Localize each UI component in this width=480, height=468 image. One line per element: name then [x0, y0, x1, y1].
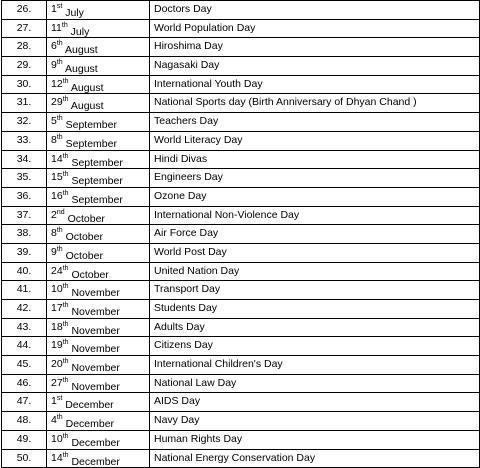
- date-month: November: [71, 362, 120, 375]
- date-day: 1: [51, 3, 57, 15]
- date-month: October: [65, 249, 103, 262]
- serial-number-cell: 39.: [2, 243, 47, 262]
- date-month: November: [71, 343, 120, 356]
- event-name-cell: Citizens Day: [150, 337, 480, 356]
- serial-number-cell: 31.: [2, 94, 47, 113]
- event-name-cell: Students Day: [150, 300, 480, 319]
- date-day: 1: [51, 395, 57, 408]
- date-month: September: [71, 193, 123, 206]
- date-month: August: [70, 81, 104, 94]
- event-name-cell: Hiroshima Day: [150, 38, 480, 57]
- date-cell: [47, 75, 150, 94]
- date-month: November: [71, 287, 120, 300]
- event-name-cell: AIDS Day: [150, 393, 480, 412]
- event-name-cell: National Sports day (Birth Anniversary of Dhyan Chand ): [150, 94, 480, 113]
- date-month: December: [71, 436, 120, 449]
- event-name-cell: Engineers Day: [150, 169, 480, 188]
- table-body: [2, 1, 480, 468]
- table-row: [2, 75, 480, 94]
- date-ordinal-suffix: nd: [56, 208, 65, 216]
- date-day: 14: [51, 451, 63, 464]
- date-day: 8: [51, 227, 57, 240]
- date-cell: [47, 19, 150, 38]
- date-cell: [47, 169, 150, 188]
- date-cell: [47, 243, 150, 262]
- date-cell: [47, 262, 150, 281]
- table-row: [2, 262, 480, 281]
- serial-number-cell: 35.: [2, 169, 47, 188]
- serial-number-cell: 43.: [2, 318, 47, 337]
- date-cell: [47, 150, 150, 169]
- date-day: 17: [51, 302, 63, 314]
- date-ordinal-suffix: th: [62, 152, 69, 160]
- date-cell: [47, 225, 150, 244]
- event-name-cell: World Population Day: [150, 19, 480, 38]
- date-day: 6: [51, 40, 57, 53]
- date-cell: [47, 449, 150, 468]
- serial-number-cell: 27.: [2, 19, 47, 38]
- table-row: [2, 94, 480, 113]
- table-row: [2, 449, 480, 468]
- event-name-cell: National Energy Conservation Day: [150, 449, 480, 468]
- date-cell: [47, 187, 150, 206]
- date-day: 20: [51, 358, 63, 371]
- date-day: 5: [51, 115, 57, 128]
- date-ordinal-suffix: th: [61, 21, 68, 29]
- date-cell: [47, 57, 150, 76]
- date-ordinal-suffix: th: [56, 59, 63, 67]
- date-cell: [47, 300, 150, 319]
- date-cell: [47, 318, 150, 337]
- date-month: September: [65, 119, 117, 132]
- date-day: 11: [51, 21, 62, 34]
- date-ordinal-suffix: th: [62, 189, 69, 197]
- serial-number-cell: 36.: [2, 187, 47, 206]
- event-name-cell: International Youth Day: [150, 75, 480, 94]
- table-row: [2, 131, 480, 150]
- table-row: [2, 281, 480, 300]
- date-day: 2: [51, 208, 57, 221]
- serial-number-cell: 37.: [2, 206, 47, 225]
- event-name-cell: World Literacy Day: [150, 131, 480, 150]
- table-row: [2, 412, 480, 431]
- date-ordinal-suffix: th: [56, 245, 63, 253]
- table-row: [2, 150, 480, 169]
- event-name-cell: Navy Day: [150, 412, 480, 431]
- serial-number-cell: 42.: [2, 300, 47, 319]
- date-month: August: [65, 63, 98, 76]
- event-name-cell: Air Force Day: [150, 225, 480, 244]
- table-row: [2, 206, 480, 225]
- event-name-cell: Hindi Divas: [150, 150, 480, 169]
- serial-number-cell: 32.: [2, 113, 47, 132]
- date-day: 12: [51, 77, 63, 90]
- date-cell: [47, 38, 150, 57]
- date-cell: [47, 430, 150, 449]
- serial-number-cell: 50.: [2, 449, 47, 468]
- serial-number-cell: 38.: [2, 225, 47, 244]
- event-name-cell: World Post Day: [150, 243, 480, 262]
- date-cell: [47, 393, 150, 412]
- date-ordinal-suffix: th: [62, 283, 69, 291]
- table-row: [2, 38, 480, 57]
- event-name-cell: Ozone Day: [150, 187, 480, 206]
- date-ordinal-suffix: st: [56, 395, 63, 403]
- table-row: [2, 374, 480, 393]
- event-name-cell: Adults Day: [150, 318, 480, 337]
- serial-number-cell: 48.: [2, 412, 47, 431]
- table-row: [2, 19, 480, 38]
- date-ordinal-suffix: th: [62, 376, 69, 384]
- serial-number-cell: 26.: [2, 1, 47, 20]
- serial-number-cell: 49.: [2, 430, 47, 449]
- date-day: 16: [51, 189, 63, 202]
- date-day: 8: [51, 133, 57, 146]
- date-month: September: [71, 156, 123, 169]
- date-month: November: [71, 324, 120, 337]
- event-name-cell: International Non-Violence Day: [150, 206, 480, 225]
- date-month: November: [71, 380, 120, 393]
- date-month: December: [65, 418, 115, 431]
- important-days-table: [1, 0, 480, 468]
- date-ordinal-suffix: th: [62, 96, 69, 104]
- serial-number-cell: 34.: [2, 150, 47, 169]
- date-month: December: [65, 399, 114, 412]
- date-day: 19: [51, 339, 63, 352]
- table-row: [2, 393, 480, 412]
- date-day: 10: [51, 283, 63, 296]
- serial-number-cell: 44.: [2, 337, 47, 356]
- serial-number-cell: 41.: [2, 281, 47, 300]
- date-ordinal-suffix: th: [62, 264, 69, 272]
- table-row: [2, 225, 480, 244]
- date-ordinal-suffix: th: [62, 320, 69, 328]
- date-ordinal-suffix: th: [62, 339, 69, 347]
- date-day: 4: [51, 414, 57, 427]
- event-name-cell: Nagasaki Day: [150, 57, 480, 76]
- date-month: August: [65, 44, 98, 57]
- date-cell: [47, 356, 150, 375]
- event-name-cell: Human Rights Day: [150, 430, 480, 449]
- serial-number-cell: 33.: [2, 131, 47, 150]
- date-ordinal-suffix: th: [56, 227, 63, 235]
- date-month: October: [71, 268, 109, 281]
- date-cell: [47, 1, 150, 20]
- serial-number-cell: 45.: [2, 356, 47, 375]
- date-day: 29: [51, 96, 63, 109]
- event-name-cell: National Law Day: [150, 374, 480, 393]
- date-ordinal-suffix: th: [62, 302, 69, 309]
- date-ordinal-suffix: th: [62, 432, 69, 440]
- date-cell: [47, 113, 150, 132]
- date-cell: [47, 131, 150, 150]
- event-name-cell: Transport Day: [150, 281, 480, 300]
- date-ordinal-suffix: th: [62, 451, 69, 459]
- table-row: [2, 1, 480, 20]
- table-row: [2, 187, 480, 206]
- date-day: 15: [51, 171, 63, 184]
- date-day: 9: [51, 245, 57, 258]
- event-name-cell: International Children's Day: [150, 356, 480, 375]
- date-cell: [47, 374, 150, 393]
- date-ordinal-suffix: th: [56, 40, 63, 48]
- date-cell: [47, 337, 150, 356]
- event-name-cell: Teachers Day: [150, 113, 480, 132]
- serial-number-cell: 46.: [2, 374, 47, 393]
- table-row: [2, 356, 480, 375]
- date-month: August: [70, 100, 104, 113]
- date-ordinal-suffix: th: [62, 358, 69, 366]
- date-month: September: [65, 137, 117, 150]
- serial-number-cell: 29.: [2, 57, 47, 76]
- date-day: 27: [51, 376, 63, 389]
- date-day: 9: [51, 59, 57, 72]
- table-row: [2, 430, 480, 449]
- date-ordinal-suffix: th: [56, 115, 63, 123]
- date-day: 18: [51, 320, 63, 333]
- event-name-cell: United Nation Day: [150, 262, 480, 281]
- serial-number-cell: 47.: [2, 393, 47, 412]
- date-ordinal-suffix: th: [56, 414, 63, 422]
- table-row: [2, 57, 480, 76]
- date-ordinal-suffix: th: [56, 133, 63, 141]
- date-day: 24: [51, 264, 63, 277]
- date-day: 10: [51, 432, 63, 445]
- date-cell: [47, 281, 150, 300]
- date-month: October: [65, 231, 103, 244]
- table-row: [2, 169, 480, 188]
- table-row: [2, 300, 480, 319]
- table-row: [2, 113, 480, 132]
- date-month: November: [71, 306, 120, 318]
- date-month: October: [67, 212, 105, 225]
- date-ordinal-suffix: st: [56, 3, 63, 10]
- date-cell: [47, 206, 150, 225]
- table-row: [2, 337, 480, 356]
- date-month: July: [65, 7, 84, 19]
- date-day: 14: [51, 152, 63, 165]
- date-ordinal-suffix: th: [62, 77, 69, 85]
- serial-number-cell: 40.: [2, 262, 47, 281]
- date-month: July: [70, 25, 90, 38]
- date-month: December: [71, 455, 120, 468]
- table-row: [2, 318, 480, 337]
- serial-number-cell: 28.: [2, 38, 47, 57]
- table-row: [2, 243, 480, 262]
- date-cell: [47, 412, 150, 431]
- date-ordinal-suffix: th: [62, 171, 69, 179]
- date-cell: [47, 94, 150, 113]
- date-month: September: [71, 175, 123, 188]
- event-name-cell: Doctors Day: [150, 1, 480, 20]
- serial-number-cell: 30.: [2, 75, 47, 94]
